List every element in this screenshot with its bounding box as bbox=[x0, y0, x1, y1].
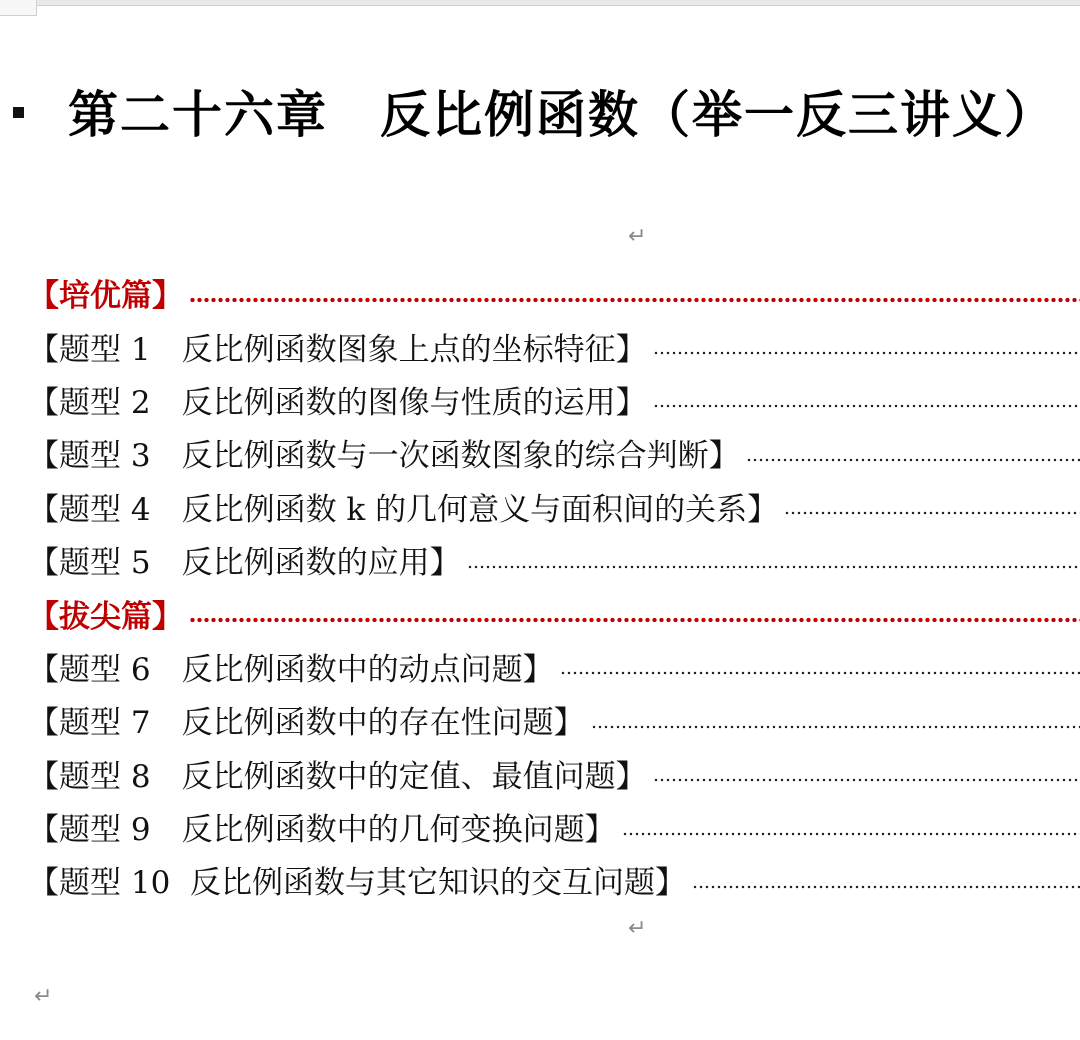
toc-section-label: 【培优篇】 bbox=[28, 278, 183, 315]
chapter-title: 第二十六章 反比例函数（举一反三讲义） bbox=[68, 86, 1056, 144]
toc-entry-label: 【题型 1 反比例函数图象上点的坐标特征】 bbox=[28, 331, 647, 368]
toc-dot-leader bbox=[692, 885, 1080, 889]
top-left-tab bbox=[0, 0, 37, 16]
toc-entry[interactable] bbox=[28, 747, 1080, 800]
toc-entry[interactable] bbox=[28, 319, 1080, 372]
toc-entry[interactable] bbox=[28, 533, 1080, 586]
toc-entry[interactable] bbox=[28, 480, 1080, 533]
toc-entry[interactable] bbox=[28, 800, 1080, 853]
paragraph-mark-icon: ↵ bbox=[34, 984, 53, 1009]
paragraph-mark-icon: ↵ bbox=[628, 224, 647, 249]
toc-entry[interactable] bbox=[28, 693, 1080, 746]
toc-entry-label: 【题型 7 反比例函数中的存在性问题】 bbox=[28, 705, 585, 742]
toc-entry-label: 【题型 5 反比例函数的应用】 bbox=[28, 545, 461, 582]
title-bullet-icon bbox=[13, 107, 24, 118]
toc-dot-leader bbox=[591, 725, 1080, 729]
paragraph-mark-icon: ↵ bbox=[628, 916, 647, 941]
toc-entry-label: 【题型 4 反比例函数 k 的几何意义与面积间的关系】 bbox=[28, 491, 779, 528]
toc-entry[interactable] bbox=[28, 426, 1080, 479]
toc-dot-leader bbox=[653, 778, 1080, 782]
toc-entry-label: 【题型 3 反比例函数与一次函数图象的综合判断】 bbox=[28, 438, 740, 475]
toc-entry[interactable] bbox=[28, 373, 1080, 426]
toc-entry-label: 【题型 2 反比例函数的图像与性质的运用】 bbox=[28, 384, 647, 421]
toc-dot-leader bbox=[189, 297, 1080, 303]
toc-entry-label: 【题型 8 反比例函数中的定值、最值问题】 bbox=[28, 758, 647, 795]
toc-entry[interactable] bbox=[28, 853, 1080, 906]
chapter-title-row bbox=[0, 82, 1080, 148]
toc-dot-leader bbox=[746, 458, 1080, 462]
toc-dot-leader bbox=[784, 511, 1080, 515]
toc-dot-leader bbox=[622, 832, 1080, 836]
toc-dot-leader bbox=[653, 404, 1080, 408]
toc-dot-leader bbox=[560, 671, 1080, 675]
toc-entry-label: 【题型 9 反比例函数中的几何变换问题】 bbox=[28, 812, 616, 849]
toc-entry-label: 【题型 6 反比例函数中的动点问题】 bbox=[28, 651, 554, 688]
toc-dot-leader bbox=[189, 617, 1080, 623]
toc-section-heading[interactable] bbox=[28, 266, 1080, 319]
toc-section-label: 【拔尖篇】 bbox=[28, 598, 183, 635]
toc-entry-label: 【题型 10 反比例函数与其它知识的交互问题】 bbox=[28, 865, 687, 902]
table-of-contents bbox=[28, 266, 1080, 907]
toc-dot-leader bbox=[653, 351, 1080, 355]
toc-entry[interactable] bbox=[28, 640, 1080, 693]
toc-section-heading[interactable] bbox=[28, 586, 1080, 639]
top-window-edge bbox=[0, 0, 1080, 6]
toc-dot-leader bbox=[467, 565, 1080, 569]
